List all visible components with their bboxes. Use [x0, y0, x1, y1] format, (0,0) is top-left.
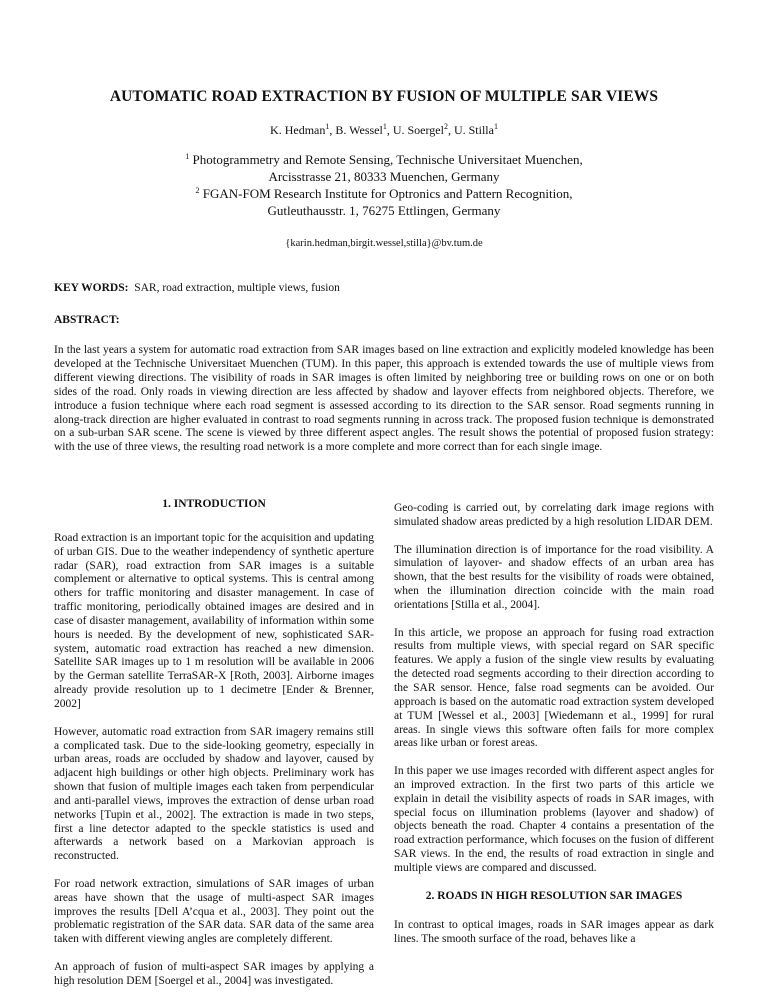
- affiliation-1: $^1$ Photogrammetry and Remote Sensing, Technische Universitaet Muenchen,: [185, 152, 583, 167]
- paragraph: However, automatic road extraction from SAR imagery remains still a complicated task. Due to the side-looking geometry, especially in urban areas, roads are occluded by shadow and layover, caused by adjacent high buildings or other high objects. Preliminary work has shown that fusion of multiple images each taken from perpendicular and anti-parallel views, improves the extraction of dense urban road networks [Tupin et al., 2002]. The extraction is made in two steps, first a line detector adapted to the speckle statistics is used and afterwards a network based on a Markovian approach is reconstructed.: [54, 725, 374, 863]
- paper-title: AUTOMATIC ROAD EXTRACTION BY FUSION OF MULTIPLE SAR VIEWS: [109, 88, 659, 105]
- paragraph: Road extraction is an important topic for the acquisition and updating of urban GIS. Due to the weather independency of synthetic aperture radar (SAR), road extraction from SAR images is a suitable complement or alternative to optical systems. This is central among others for traffic monitoring and disaster management. In case of traffic monitoring, periodically obtained images are desired and in case of disaster management, availability of information within some hours is needed. By the development of new, sophisticated SAR-system, automatic road extraction has reached a new dimension. Satellite SAR images up to 1 m resolution will be available in 2006 by the German satellite TerraSAR-X [Roth, 2003]. Airborne images already provide resolution up to 1 decimetre [Ender & Brenner, 2002]: [54, 531, 375, 710]
- paragraph: An approach of fusion of multi-aspect SAR images by applying a high resolution DEM [Soergel et al., 2004] was investigated.: [54, 961, 374, 987]
- author: U. Stilla$^1$: [453, 122, 498, 137]
- section-heading-roads-sar: 2. ROADS IN HIGH RESOLUTION SAR IMAGES: [425, 889, 683, 902]
- paragraph: Geo-coding is carried out, by correlating dark image regions with simulated shadow areas predicted by a high resolution LIDAR DEM.: [394, 502, 714, 528]
- author-list: K. Hedman$^1$, B. Wessel$^1$, U. Soergel$^2$, U. Stilla$^1$: [270, 122, 498, 137]
- keywords: [54, 282, 340, 294]
- paragraph: The illumination direction is of importance for the road visibility. A simulation of layover- and shadow effects of an urban area has shown, that the best results for the visibility of roads were obtained, when the illumination direction coincide with the main road orientations [Stilla et al., 2004].: [394, 543, 714, 611]
- affiliation-2: $^2$ FGAN-FOM Research Institute for Optronics and Pattern Recognition,: [195, 186, 573, 201]
- keywords-text: SAR, road extraction, multiple views, fusion: [134, 282, 340, 294]
- author-emails: {karin.hedman,birgit.wessel,stilla}@bv.tum.de: [285, 238, 483, 249]
- affiliation-1-address: Arcisstrasse 21, 80333 Muenchen, Germany: [268, 169, 500, 184]
- author: K. Hedman$^1$: [270, 122, 330, 137]
- right-column: [394, 502, 714, 961]
- left-column: [54, 498, 374, 1003]
- abstract-label: ABSTRACT:: [54, 314, 120, 326]
- affiliation-2-address: Gutleuthausstr. 1, 76275 Ettlingen, Germany: [267, 203, 501, 218]
- affiliations: [60, 151, 708, 219]
- author: B. Wessel$^1$: [335, 122, 387, 137]
- author: U. Soergel$^2$: [392, 122, 448, 137]
- keywords-label: KEY WORDS:: [54, 282, 129, 294]
- paragraph: For road network extraction, simulations of SAR images of urban areas have shown that the usage of multi-aspect SAR images improves the results [Dell A’cqua et al., 2003]. They point out the problematic registration of the SAR data. SAR data of the same area taken with different viewing angles are completely different.: [54, 877, 374, 946]
- abstract-text: In the last years a system for automatic road extraction from SAR images based on line extraction and explicitly modeled knowledge has been developed at the Technische Universitaet Muenchen (TUM). In this paper, this approach is extended towards the use of multiple views from different viewing directions. The visibility of roads in SAR images is often limited by neighboring tree or building rows on one or on both sides of the road. Only roads in viewing direction are less affected by shadow and layover effects from neighbored objects. Therefore, we introduce a fusion technique where each road segment is assessed according to its direction to the SAR sensor. Road segments running in along-track direction are higher evaluated in contrast to road segments running in across track. The proposed fusion technique is demonstrated on a sub-urban SAR scene. The scene is viewed by three different aspect angles. The result shows the potential of proposed fusion strategy: with the use of three views, the resulting road network is a more complete and more correct than for each single image.: [54, 344, 714, 454]
- paragraph: In this article, we propose an approach for fusing road extraction results from multiple views, with special regard on SAR specific features. We apply a fusion of the single view results by evaluating the detected road segments according to their direction according to the SAR sensor. Hence, false road segments can be avoided. Our approach is based on the automatic road extraction system developed at TUM [Wessel et al., 2003] [Wiedemann et al., 1999] for rural areas. In single views this software often fails for more complex areas like urban or forest areas.: [394, 626, 714, 750]
- section-heading-introduction: 1. INTRODUCTION: [162, 498, 266, 510]
- paragraph: In contrast to optical images, roads in SAR images appear as dark lines. The smooth surface of the road, behaves like a: [394, 919, 714, 946]
- paragraph: In this paper we use images recorded with different aspect angles for an improved extraction. In the first two parts of this article we explain in detail the visibility aspects of roads in SAR images, with special focus on illumination problems (layover and shadow) of objects beneath the road. Chapter 4 contains a presentation of the road extraction performance, which focuses on the fusion of different SAR views. In the end, the results of road extraction in single and multiple views are compared and discussed.: [394, 765, 714, 874]
